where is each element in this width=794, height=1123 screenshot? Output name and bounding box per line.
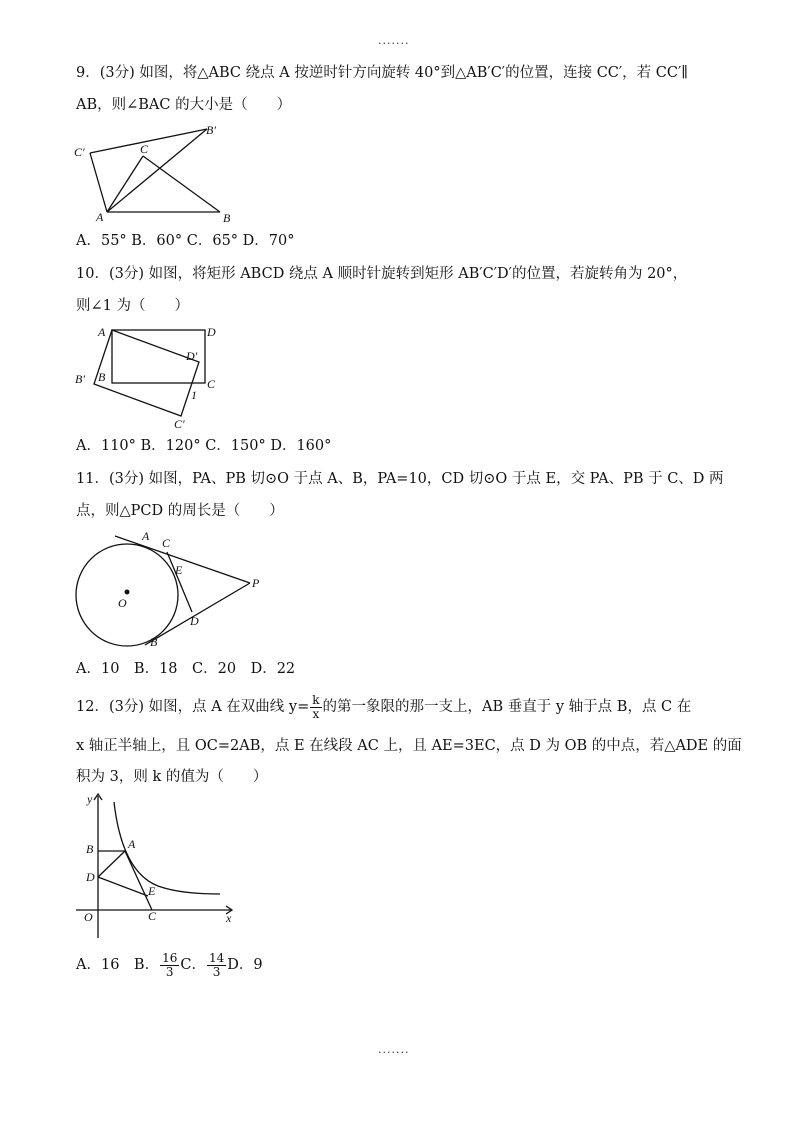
- q10-label-b: B: [98, 370, 106, 384]
- q12-line1-a: 12．(3分) 如图，点 A 在双曲线 y=: [76, 699, 310, 715]
- q9-options: A．55° B．60° C．65° D．70°: [76, 233, 295, 249]
- q12-text-line1: [76, 692, 691, 722]
- q12-label-a: A: [128, 837, 136, 851]
- q11-label-c: C: [162, 536, 171, 550]
- q12-option-c-fraction: $\frac{14}{3}$: [208, 950, 225, 979]
- q10-options: A．110° B．120° C．150° D．160°: [76, 438, 332, 454]
- q11-label-o: O: [118, 596, 127, 610]
- q10-label-d: D: [207, 325, 216, 339]
- q12-label-d: D: [86, 870, 95, 884]
- q11-label-e: E: [175, 563, 183, 577]
- q9-label-c: C: [140, 142, 149, 156]
- q9-text-line1: 9．(3分) 如图，将△ABC 绕点 A 按逆时针方向旋转 40°到△AB′C′的位置，连接 CC′，若 CC′∥: [76, 65, 688, 81]
- q9-label-b-prime: B′: [206, 123, 216, 137]
- q12-text-line2: x 轴正半轴上，且 OC=2AB，点 E 在线段 AC 上，且 AE=3EC，点 D 为 OB 的中点，若△ADE 的面: [76, 738, 742, 754]
- q11-figure: [70, 525, 270, 655]
- q11-label-b: B: [150, 635, 158, 649]
- q12-option-b-fraction: $\frac{16}{3}$: [162, 950, 178, 979]
- q11-text-line1: 11．(3分) 如图，PA、PB 切⊙O 于点 A、B，PA=10，CD 切⊙O 于点 E，交 PA、PB 于 C、D 两: [76, 471, 724, 487]
- q11-options: A．10 B．18 C．20 D．22: [76, 661, 296, 677]
- q12-option-d: D．9: [227, 957, 263, 973]
- q10-label-c-prime: C′: [174, 417, 185, 431]
- q9-label-a: A: [96, 210, 104, 224]
- q12-options: [76, 950, 263, 980]
- q10-label-1: 1: [191, 388, 197, 402]
- q11-text-line2: 点，则△PCD 的周长是（ ）: [76, 503, 284, 519]
- q12-label-b: B: [86, 842, 94, 856]
- q12-text-line3: 积为 3，则 k 的值为（ ）: [76, 769, 268, 785]
- q12-option-c: C．: [180, 957, 206, 973]
- q10-label-c: C: [207, 377, 216, 391]
- q10-text-line2: 则∠1 为（ ）: [76, 298, 189, 314]
- q12-figure: [70, 790, 250, 942]
- q12-label-o: O: [84, 910, 93, 924]
- q10-figure: [70, 320, 230, 432]
- q12-label-c: C: [148, 909, 157, 923]
- q10-label-b-prime: B′: [75, 372, 85, 386]
- q9-figure: [70, 120, 240, 228]
- q10-label-d-prime: D′: [186, 349, 198, 363]
- q12-option-a: A．16 B．: [76, 957, 160, 973]
- q11-label-d: D: [190, 614, 199, 628]
- q12-line1-b: 的第一象限的那一支上，AB 垂直于 y 轴于点 B，点 C 在: [322, 699, 692, 715]
- q12-label-e: E: [148, 884, 156, 898]
- q11-center-dot: [125, 590, 130, 595]
- header-dots: .......: [378, 34, 410, 47]
- q9-label-c-prime: C′: [74, 145, 85, 159]
- q10-text-line1: 10．(3分) 如图，将矩形 ABCD 绕点 A 顺时针旋转到矩形 AB′C′D′的位置，若旋转角为 20°，: [76, 266, 688, 282]
- q9-text-line2: AB，则∠BAC 的大小是（ ）: [76, 97, 292, 113]
- q11-label-p: P: [252, 576, 260, 590]
- q12-label-x: x: [226, 911, 232, 925]
- footer-dots: .......: [378, 1043, 410, 1056]
- q12-k-over-x: $\frac{k}{x}$: [312, 692, 320, 721]
- q9-label-b: B: [223, 211, 231, 225]
- q11-label-a: A: [142, 529, 150, 543]
- q12-label-y: y: [87, 792, 93, 806]
- q10-label-a: A: [98, 325, 106, 339]
